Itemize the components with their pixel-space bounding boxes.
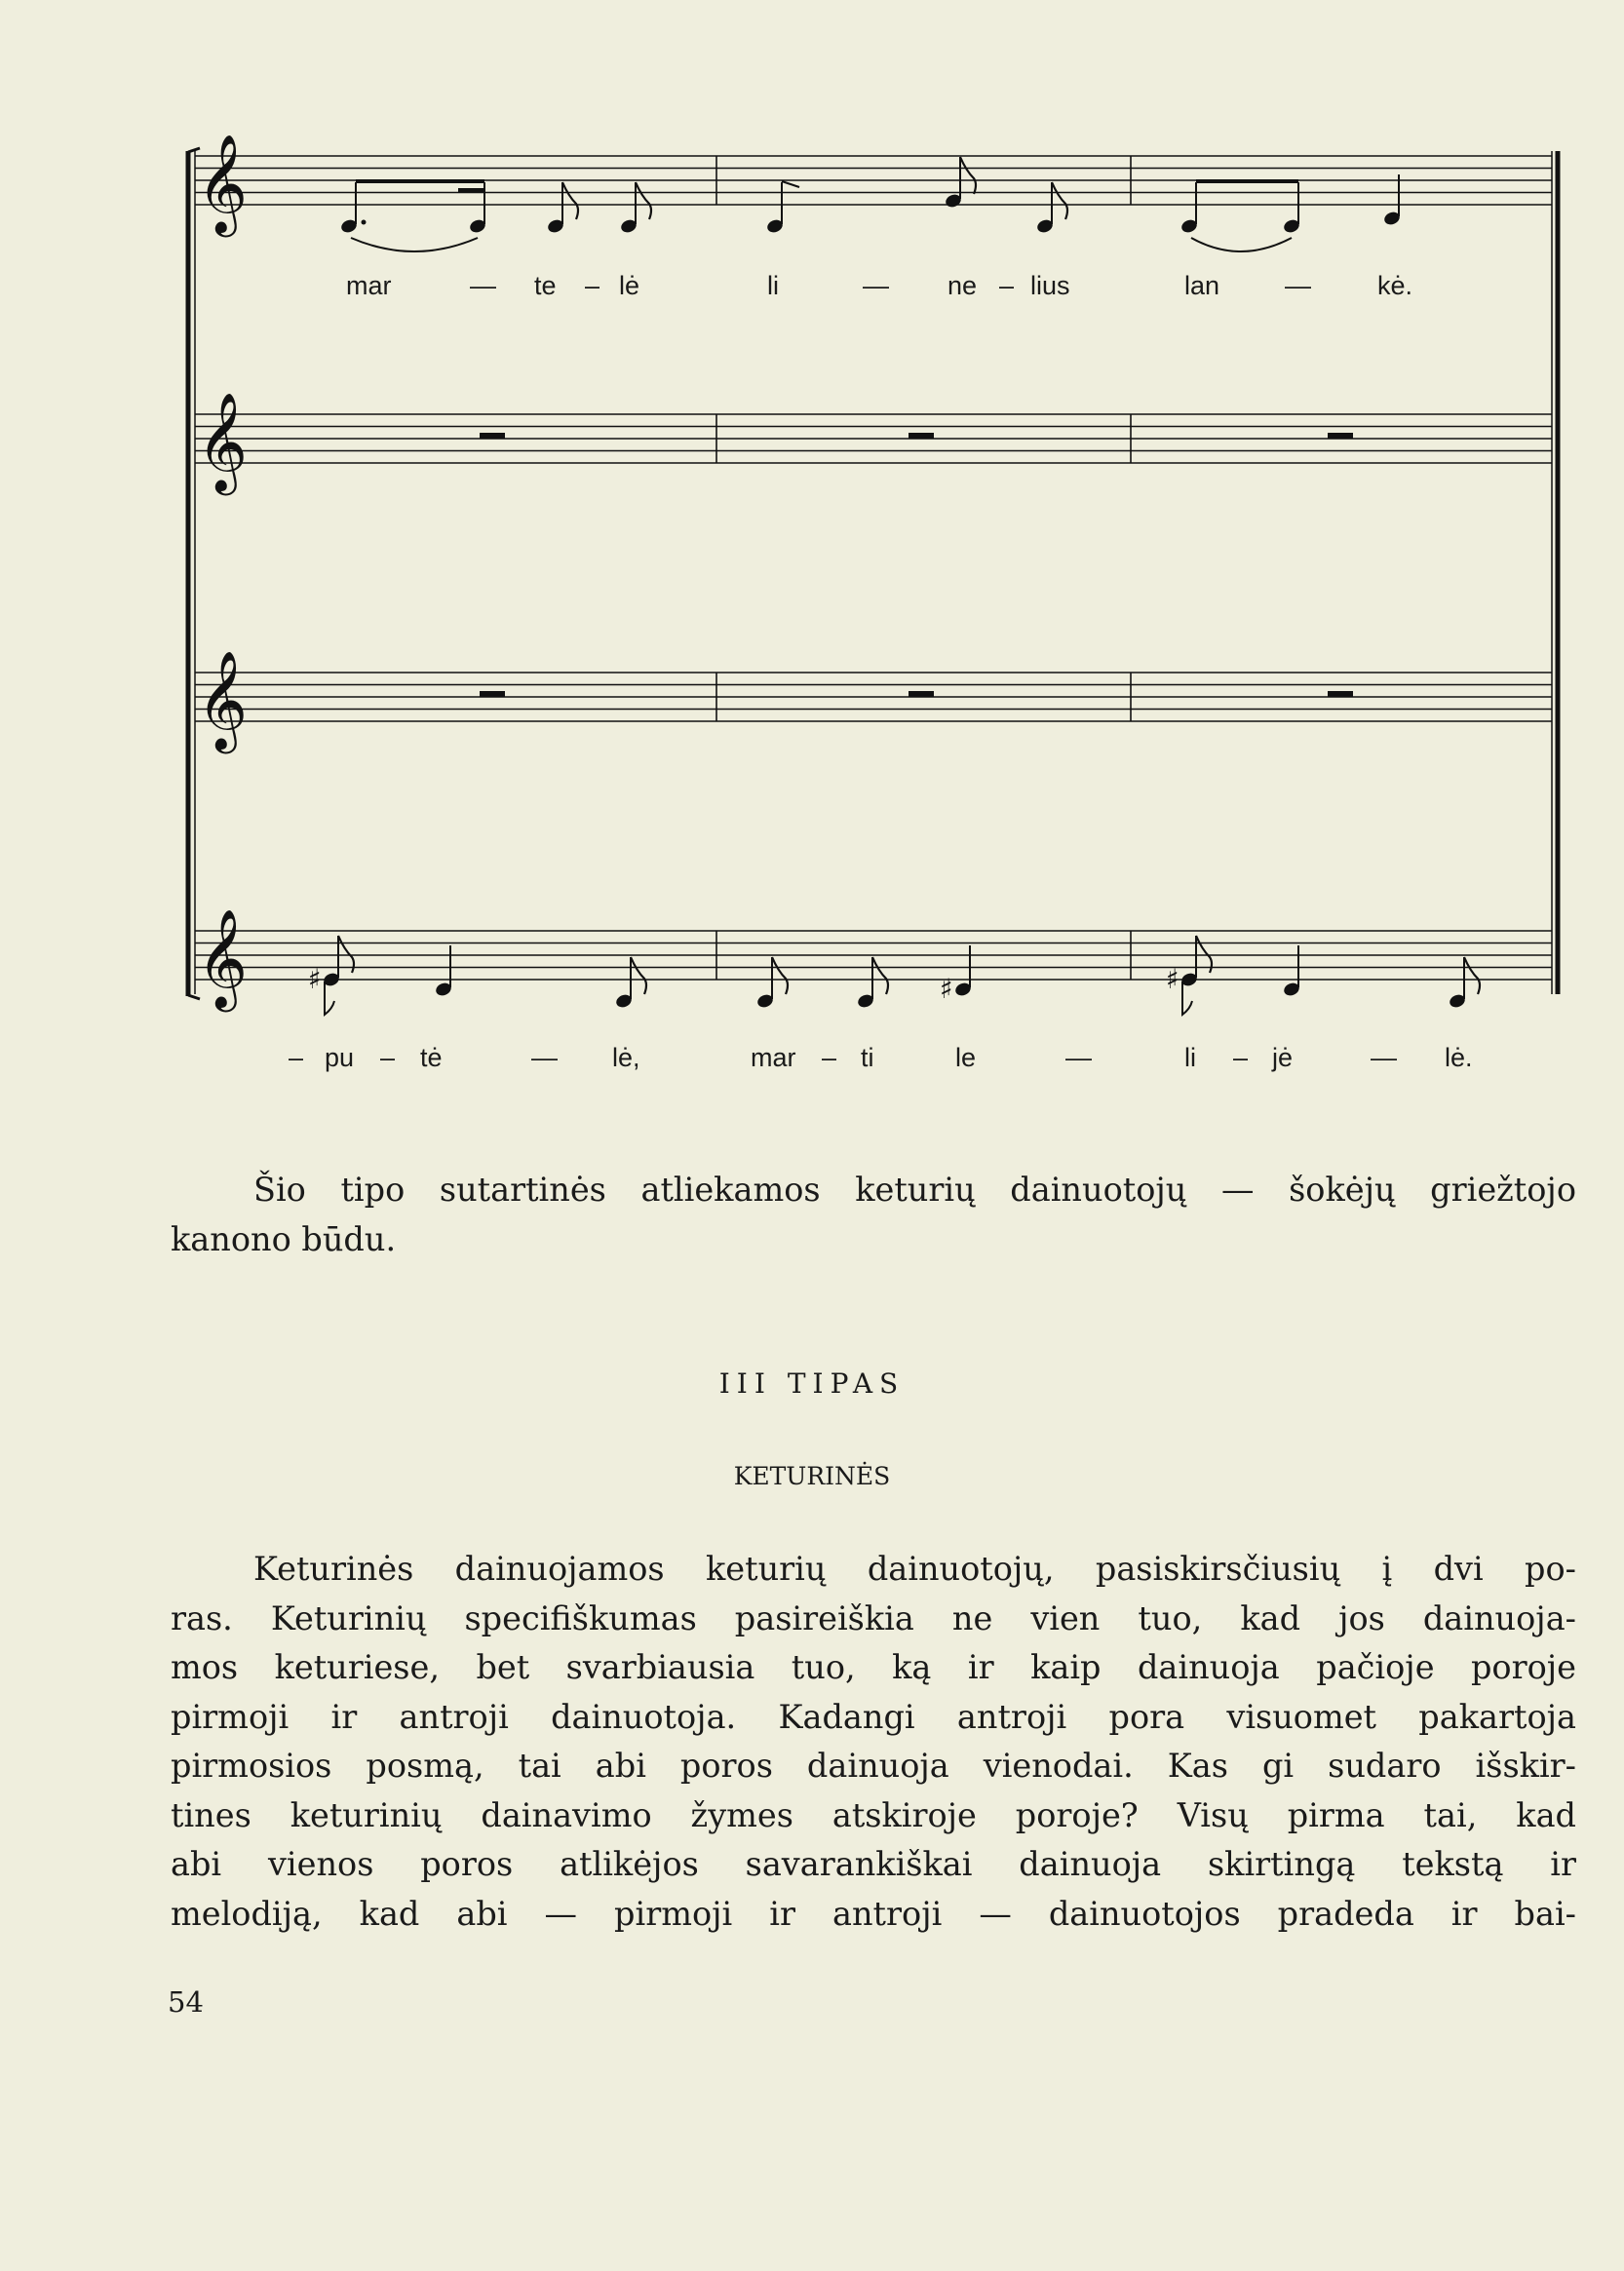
paragraph-canon-description (171, 1166, 1576, 1264)
lyric-dash: – (585, 271, 600, 300)
note-flag (636, 182, 651, 219)
lyric-syllable: lė. (1445, 1043, 1473, 1072)
note-flag (772, 957, 788, 994)
whole-rest (1328, 433, 1353, 439)
note-flag (1464, 957, 1480, 994)
note-flag (562, 182, 578, 219)
lyric-syllable: lė, (612, 1043, 640, 1072)
lyric-syllable: lė (619, 271, 640, 300)
text-line: pirmoji ir antroji dainuotoja. Kadangi antroji pora visuomet pakartoja (171, 1697, 1576, 1736)
lyric-syllable: ne (947, 271, 978, 300)
tie-slur (351, 238, 478, 251)
lyric-dash: — (863, 271, 889, 300)
whole-rest (480, 691, 505, 697)
text-line: mos keturiese, bet svarbiausia tuo, ką ir kaip dainuoja pačioje poroje (171, 1648, 1576, 1686)
lyric-dash: – (1233, 1043, 1249, 1072)
lyric-dash: – (289, 1043, 304, 1072)
whole-rest (480, 433, 505, 439)
sharp-icon: ♯ (308, 963, 322, 995)
note-beam (356, 179, 484, 183)
lyric-dash: — (1371, 1043, 1397, 1072)
note-dot (362, 220, 367, 225)
text-line: pirmosios posmą, tai abi poros dainuoja vienodai. Kas gi sudaro išskir- (171, 1747, 1576, 1785)
sharp-icon: ♯ (940, 973, 953, 1005)
lyric-syllable: li (1184, 1043, 1196, 1072)
lyric-syllable: tė (420, 1043, 443, 1072)
grace-flag (325, 982, 334, 1015)
lyric-dash: — (531, 1043, 558, 1072)
lyric-syllable: li (767, 271, 779, 300)
lyric-syllable: te (534, 271, 557, 300)
treble-clef-icon: 𝄞 (196, 391, 249, 491)
lyric-syllable: kė. (1377, 271, 1413, 300)
text-line: tines keturinių dainavimo žymes atskiroje poroje? Visų pirma tai, kad (171, 1795, 1576, 1834)
note-flag (631, 957, 646, 994)
music-score (0, 0, 1624, 1101)
section-title: III TIPAS (718, 1367, 906, 1400)
text-line: abi vienos poros atlikėjos savarankiškai dainuoja skirtingą tekstą ir (171, 1845, 1576, 1883)
whole-rest (909, 691, 934, 697)
note-flag (1052, 182, 1067, 219)
text-line: Keturinės dainuojamos keturių dainuotojų, pasiskirsčiusių į dvi po- (253, 1550, 1576, 1588)
lyric-dash: — (1065, 1043, 1092, 1072)
treble-clef-icon: 𝄞 (196, 907, 249, 1008)
lyric-dash: — (470, 271, 496, 300)
lyric-syllable: ti (861, 1043, 874, 1072)
grace-flag (1182, 982, 1192, 1015)
text-line: melodiją, kad abi — pirmoji ir antroji — dainuotojos pradeda ir bai- (171, 1894, 1576, 1933)
lyric-syllable: pu (325, 1043, 355, 1072)
treble-clef-icon: 𝄞 (196, 649, 249, 750)
lyric-dash: – (822, 1043, 837, 1072)
lyric-dash: – (380, 1043, 396, 1072)
treble-clef-icon: 𝄞 (196, 133, 249, 233)
tie-slur (1191, 238, 1292, 251)
paragraph-keturines (171, 1545, 1576, 1939)
lyric-syllable: lan (1184, 271, 1220, 300)
text-line: kanono būdu. (171, 1219, 397, 1258)
note-flag (872, 957, 888, 994)
note-beam (1196, 179, 1298, 183)
lyric-syllable: mar (346, 271, 392, 300)
lyric-syllable: jė (1272, 1043, 1294, 1072)
whole-rest (1328, 691, 1353, 697)
lyric-syllable: mar (751, 1043, 796, 1072)
lyric-dash: – (999, 271, 1015, 300)
lyric-dash: — (1285, 271, 1311, 300)
note-flag (960, 157, 976, 194)
section-subtitle: KETURINĖS (733, 1462, 891, 1490)
lyric-syllable: le (955, 1043, 977, 1072)
lyric-syllable: lius (1030, 271, 1070, 300)
whole-rest (909, 433, 934, 439)
page-number: 54 (168, 1985, 204, 2019)
sharp-icon: ♯ (1166, 963, 1179, 995)
note-flag (782, 181, 799, 187)
text-line: Šio tipo sutartinės atliekamos keturių dainuotojų — šokėjų griežtojo (253, 1171, 1576, 1209)
note-beam (458, 188, 484, 192)
text-line: ras. Keturinių specifiškumas pasireiškia ne vien tuo, kad jos dainuoja- (171, 1598, 1576, 1637)
